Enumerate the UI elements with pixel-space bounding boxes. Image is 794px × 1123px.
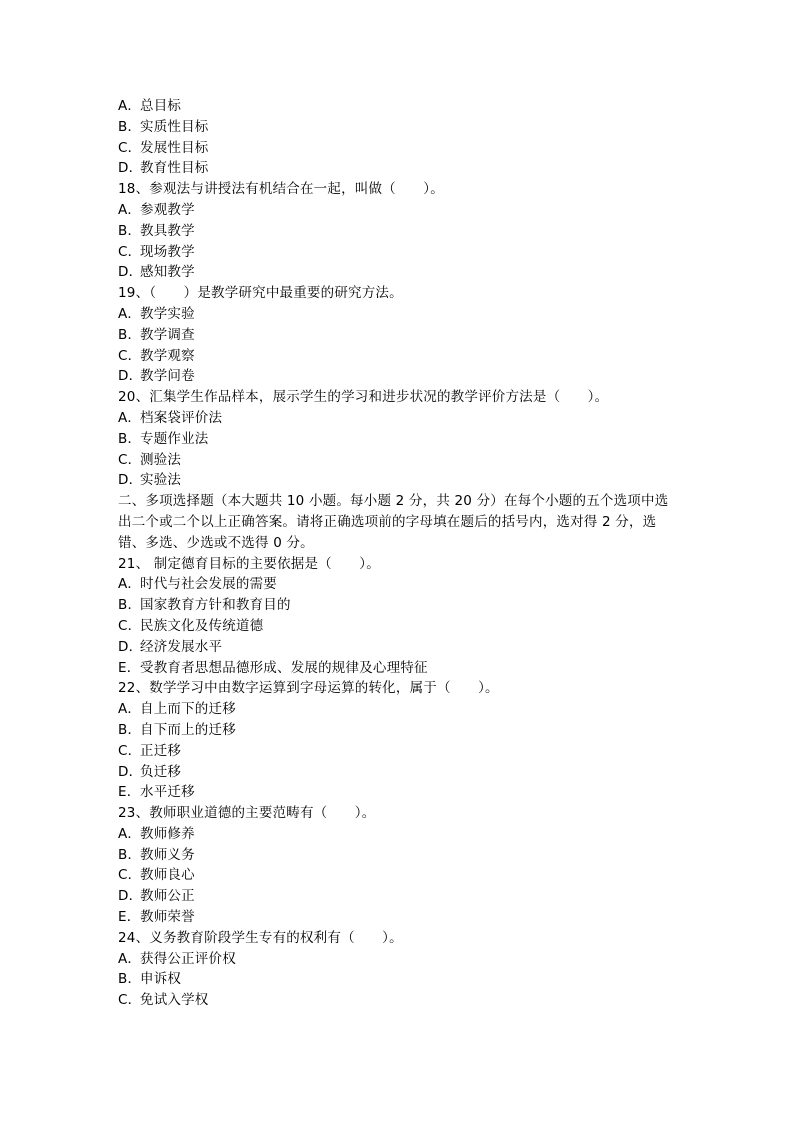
section-2-line-2: 出二个或二个以上正确答案。请将正确选项前的字母填在题后的括号内，选对得 2 分，选 — [118, 513, 657, 530]
option-q18-a — [118, 200, 668, 221]
option-text: 教育性目标 — [140, 160, 209, 177]
option-label: A． — [118, 701, 142, 718]
option-q18-d — [118, 262, 668, 283]
option-q23-e — [118, 907, 668, 928]
option-label: C． — [118, 617, 142, 634]
option-q18-b — [118, 221, 668, 242]
option-q24-c — [118, 990, 668, 1011]
option-text: 教师义务 — [140, 846, 195, 863]
section-2-line-3: 错、多选、少选或不选得 0 分。 — [118, 534, 314, 551]
option-label: C． — [118, 867, 142, 884]
option-q22-c — [118, 741, 668, 762]
option-q21-c — [118, 616, 668, 637]
question-22-stem: 22、数学学习中由数字运算到字母运算的转化，属于（ ）。 — [118, 680, 499, 697]
option-text: 正迁移 — [140, 742, 182, 759]
option-q17-c — [118, 138, 668, 159]
option-q24-b — [118, 969, 668, 990]
option-label: D． — [118, 763, 143, 780]
option-label: E． — [118, 784, 141, 801]
option-label: A． — [118, 201, 142, 218]
option-label: D． — [118, 888, 143, 905]
option-q21-b — [118, 595, 668, 616]
option-label: B． — [118, 118, 142, 135]
option-text: 免试入学权 — [140, 992, 209, 1009]
option-label: D． — [118, 368, 143, 385]
option-q19-c — [118, 346, 668, 367]
option-text: 受教育者思想品德形成、发展的规律及心理特征 — [140, 659, 428, 676]
option-text: 教学观察 — [140, 347, 195, 364]
option-label: A． — [118, 825, 142, 842]
section-2-instructions — [118, 491, 668, 553]
option-text: 自上而下的迁移 — [140, 701, 236, 718]
option-label: A． — [118, 950, 142, 967]
option-label: C． — [118, 347, 142, 364]
option-label: C． — [118, 451, 142, 468]
option-label: B． — [118, 721, 142, 738]
option-text: 教师修养 — [140, 825, 195, 842]
option-text: 教具教学 — [140, 222, 195, 239]
option-text: 负迁移 — [140, 763, 182, 780]
option-q21-e — [118, 658, 668, 679]
option-q17-b — [118, 117, 668, 138]
option-text: 测验法 — [140, 451, 182, 468]
section-2-line-1: 二、多项选择题（本大题共 10 小题。每小题 2 分，共 20 分）在每个小题的五个选项中选 — [118, 493, 669, 510]
option-label: A． — [118, 409, 142, 426]
option-text: 水平迁移 — [140, 784, 195, 801]
option-text: 教师公正 — [140, 888, 195, 905]
option-q23-d — [118, 886, 668, 907]
option-q23-a — [118, 824, 668, 845]
option-text: 经济发展水平 — [140, 638, 223, 655]
option-text: 时代与社会发展的需要 — [140, 576, 277, 593]
option-q22-b — [118, 720, 668, 741]
option-label: A． — [118, 305, 142, 322]
option-text: 档案袋评价法 — [140, 409, 223, 426]
option-label: C． — [118, 139, 142, 156]
option-q19-a — [118, 304, 668, 325]
option-text: 申诉权 — [140, 971, 182, 988]
option-label: D． — [118, 638, 143, 655]
option-q21-a — [118, 574, 668, 595]
option-q22-a — [118, 699, 668, 720]
option-label: B． — [118, 597, 142, 614]
option-text: 教师良心 — [140, 867, 195, 884]
option-text: 总目标 — [140, 98, 182, 114]
option-text: 感知教学 — [140, 264, 195, 281]
question-18-stem: 18、参观法与讲授法有机结合在一起，叫做（ ）。 — [118, 181, 444, 198]
option-text: 教师荣誉 — [140, 909, 195, 926]
option-q20-d — [118, 470, 668, 491]
option-q19-d — [118, 366, 668, 387]
option-q23-c — [118, 865, 668, 886]
option-text: 实质性目标 — [140, 118, 209, 135]
option-label: D． — [118, 160, 143, 177]
option-text: 获得公正评价权 — [140, 950, 236, 967]
option-label: D． — [118, 264, 143, 281]
option-q21-d — [118, 637, 668, 658]
option-text: 专题作业法 — [140, 430, 209, 447]
option-text: 国家教育方针和教育目的 — [140, 597, 291, 614]
question-20-stem: 20、汇集学生作品样本，展示学生的学习和进步状况的教学评价方法是（ ）。 — [118, 389, 609, 406]
option-label: E． — [118, 909, 141, 926]
option-q24-a — [118, 949, 668, 970]
option-q18-c — [118, 242, 668, 263]
question-24-stem: 24、义务教育阶段学生专有的权利有（ ）。 — [118, 929, 403, 946]
option-text: 实验法 — [140, 472, 182, 489]
option-text: 自下而上的迁移 — [140, 721, 236, 738]
option-q22-e — [118, 782, 668, 803]
option-label: B． — [118, 222, 142, 239]
option-text: 教学实验 — [140, 305, 195, 322]
option-q23-b — [118, 845, 668, 866]
option-q20-b — [118, 429, 668, 450]
option-text: 教学调查 — [140, 326, 195, 343]
question-21-stem: 21、 制定德育目标的主要依据是（ ）。 — [118, 555, 380, 572]
option-q20-c — [118, 450, 668, 471]
option-label: B． — [118, 846, 142, 863]
option-label: B． — [118, 971, 142, 988]
option-text: 发展性目标 — [140, 139, 209, 156]
option-label: C． — [118, 992, 142, 1009]
option-label: E． — [118, 659, 141, 676]
option-label: B． — [118, 430, 142, 447]
question-19-stem: 19、（ ）是教学研究中最重要的研究方法。 — [118, 285, 403, 302]
option-q20-a — [118, 408, 668, 429]
option-label: D． — [118, 472, 143, 489]
option-label: B． — [118, 326, 142, 343]
option-text: 民族文化及传统道德 — [140, 617, 264, 634]
option-label: C． — [118, 742, 142, 759]
option-text: 教学问卷 — [140, 368, 195, 385]
option-q17-a — [118, 96, 668, 117]
option-text: 现场教学 — [140, 243, 195, 260]
option-label: C． — [118, 243, 142, 260]
option-q22-d — [118, 762, 668, 783]
document-page — [118, 96, 668, 1011]
option-q19-b — [118, 325, 668, 346]
question-23-stem: 23、教师职业道德的主要范畴有（ ）。 — [118, 805, 376, 822]
option-label: A． — [118, 98, 142, 114]
option-label: A． — [118, 576, 142, 593]
option-text: 参观教学 — [140, 201, 195, 218]
option-q17-d — [118, 158, 668, 179]
